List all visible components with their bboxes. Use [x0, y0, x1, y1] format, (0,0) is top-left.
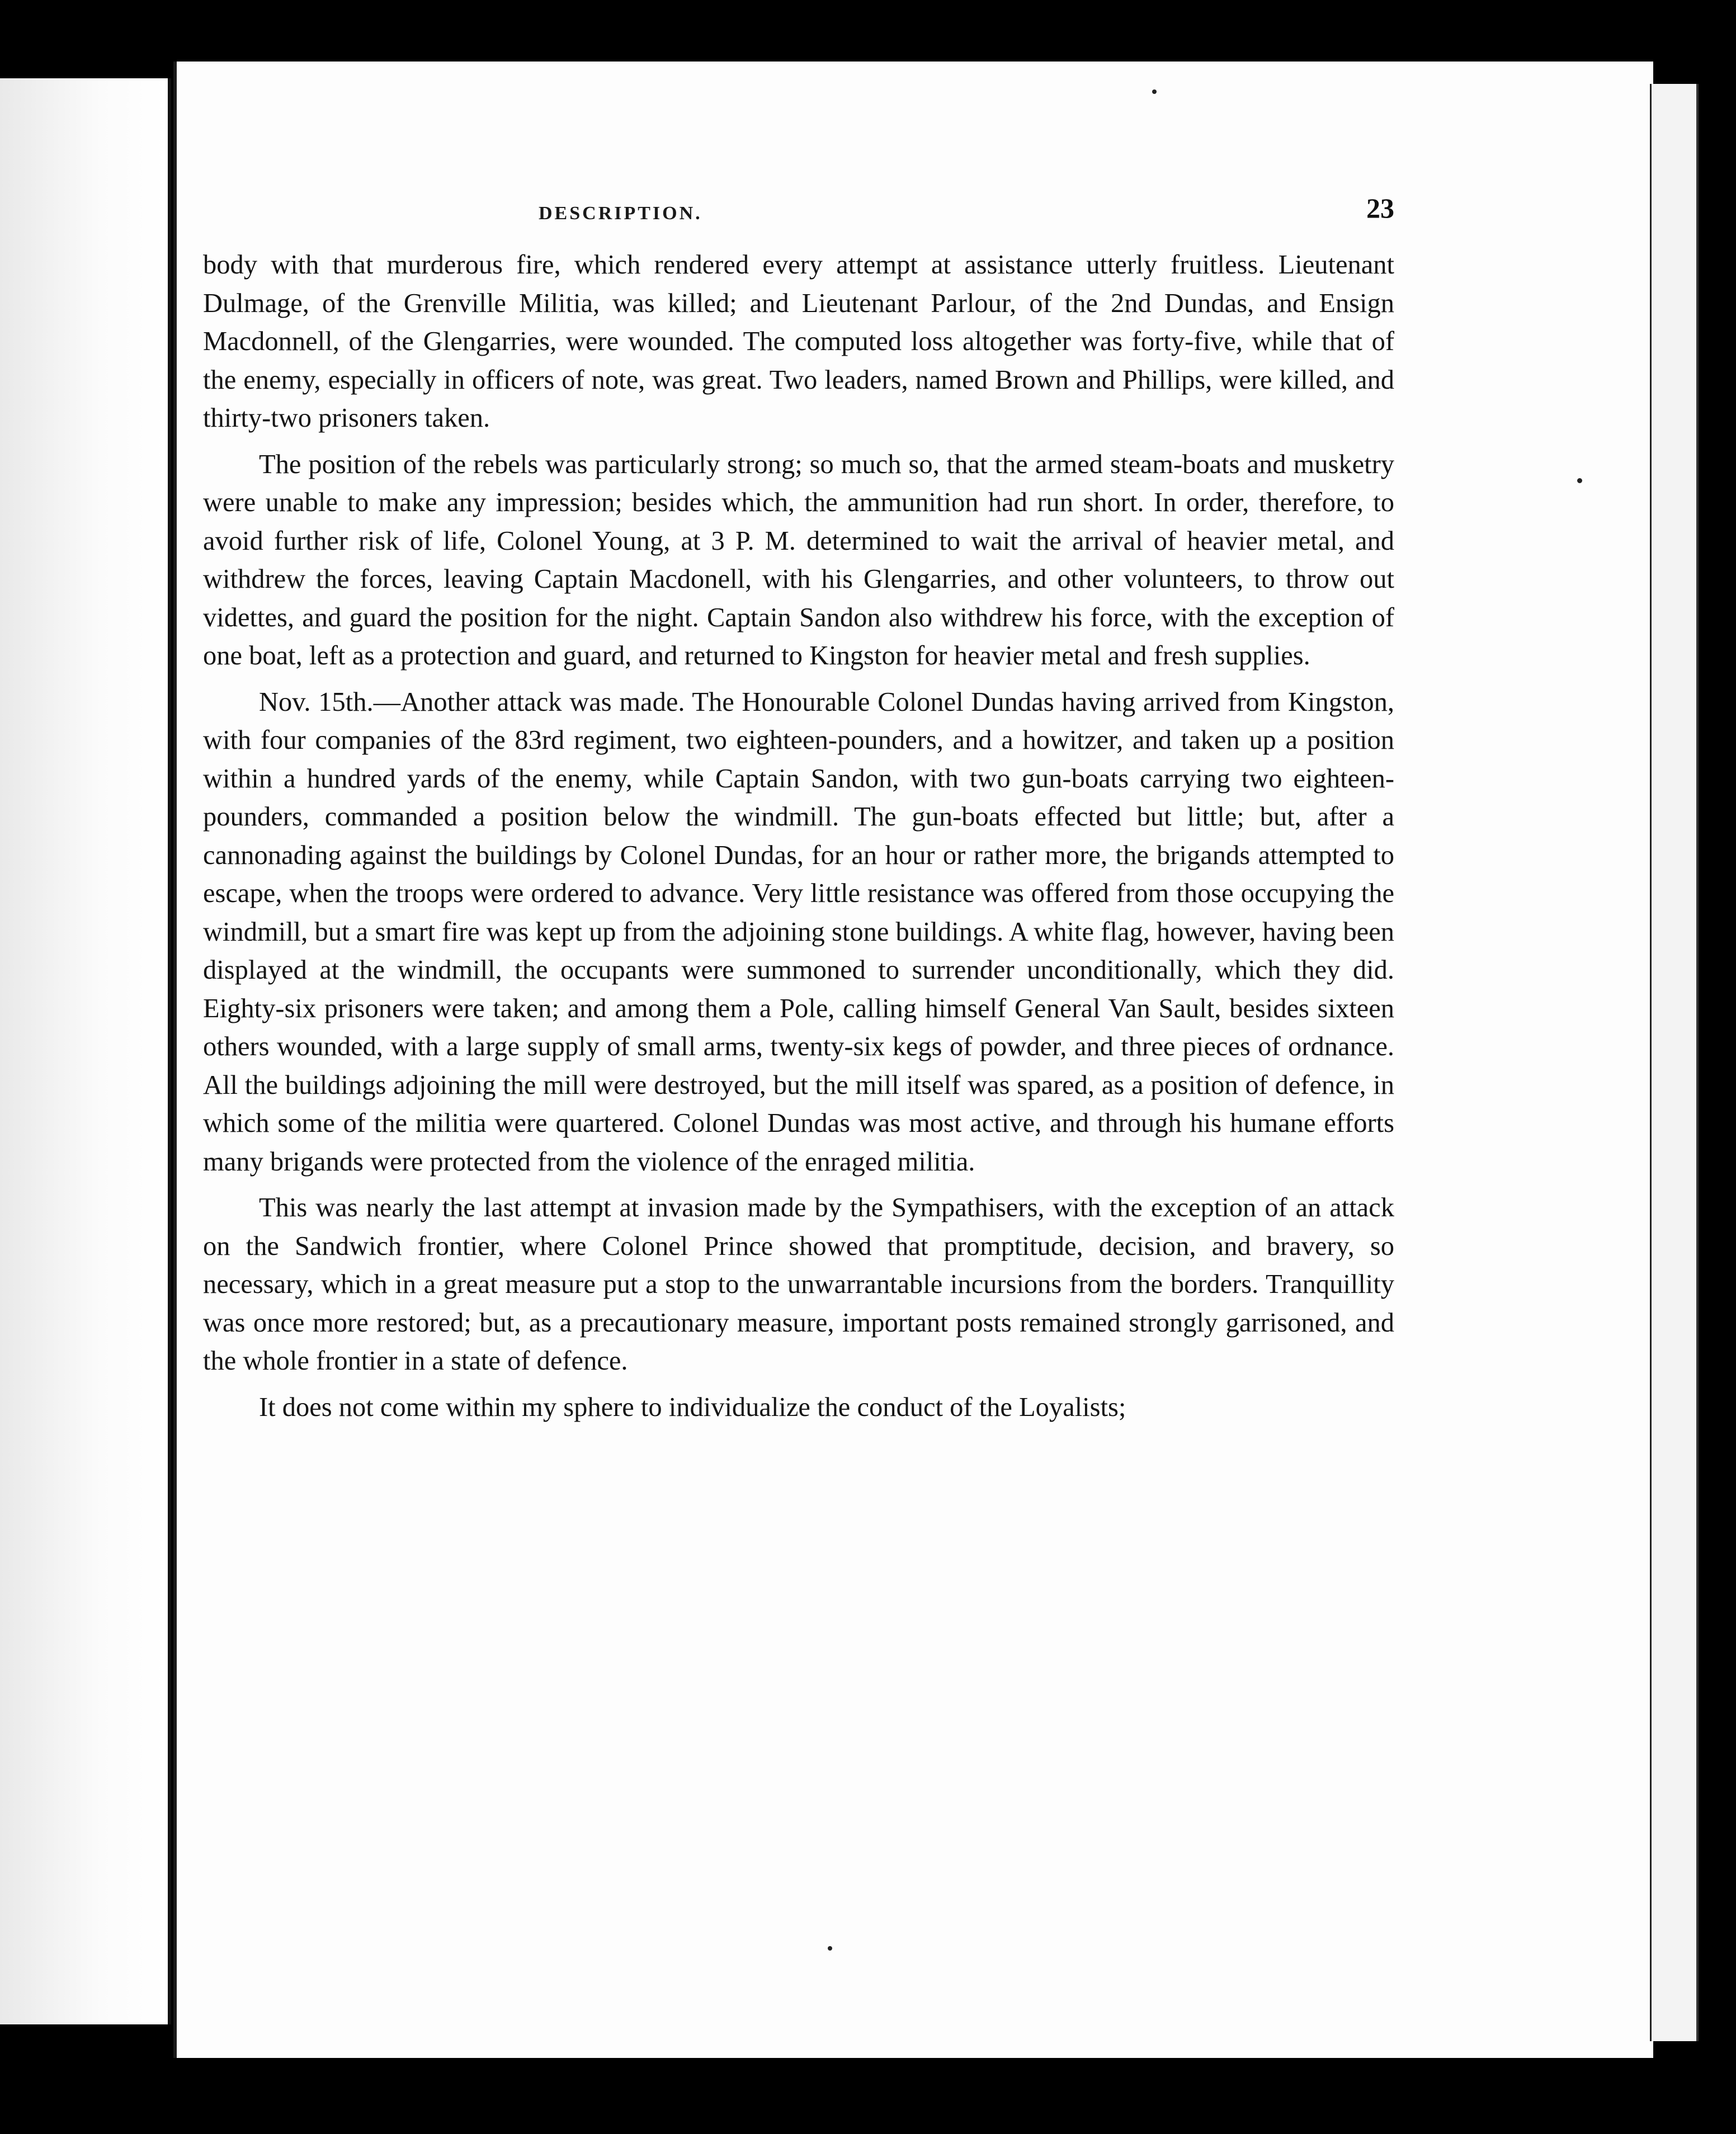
paragraph: Nov. 15th.—Another attack was made. The Honourable Colonel Dundas having arrived from Kingston, with four companies of the 83rd regiment, two eighteen-pounders, and a howitzer, and taken up a position within a hundred yards of the enemy, while Captain Sandon, with two gun-boats carrying two eighteen-pounders, commanded a position below the windmill. The gun-boats effected but little; but, after a cannonading against the buildings by Colonel Dundas, for an hour or rather more, the brigands attempted to escape, when the troops were ordered to advance. Very little resistance was offered from those occupying the windmill, but a smart fire was kept up from the adjoining stone buildings. A white flag, however, having been displayed at the windmill, the occupants were summoned to surrender unconditionally, which they did. Eighty-six prisoners were taken; and among them a Pole, calling himself General Van Sault, besides sixteen others wounded, with a large supply of small arms, twenty-six kegs of powder, and three pieces of ordnance. All the buildings adjoining the mill were destroyed, but the mill itself was spared, as a position of defence, in which some of the militia were quartered. Colonel Dundas was most active, and through his humane efforts many brigands were protected from the violence of the enraged militia. [203, 687, 1394, 1177]
scan-speck [828, 1946, 832, 1951]
body-text [203, 246, 1394, 1427]
scan-speck [1577, 478, 1582, 483]
facing-page-edge [0, 78, 171, 2024]
paragraph: The position of the rebels was particularly strong; so much so, that the armed steam-boats and musketry were unable to make any impression; besides which, the ammunition had run short. In order, therefore, to avoid further risk of life, Colonel Young, at 3 P. M. determined to wait the arrival of heavier metal, and withdrew the forces, leaving Captain Macdonell, with his Glengarries, and other volunteers, to throw out videttes, and guard the position for the night. Captain Sandon also withdrew his force, with the exception of one boat, left as a protection and guard, and returned to Kingston for heavier metal and fresh supplies. [203, 449, 1394, 671]
page-number: 23 [1366, 192, 1394, 224]
paragraph: body with that murderous fire, which rendered every attempt at assistance utterly fruitless. Lieutenant Dulmage, of the Grenville Militia, was killed; and Lieutenant Parlour, of the 2nd Dundas, and Ensign Macdonnell, of the Glengarries, were wounded. The computed loss altogether was forty-five, while that of the enemy, especially in officers of note, was great. Two leaders, named Brown and Phillips, were killed, and thirty-two prisoners taken. [203, 250, 1394, 433]
paragraph: It does not come within my sphere to individualize the conduct of the Loyalists; [259, 1392, 1126, 1422]
page-header [203, 192, 1394, 232]
running-head: DESCRIPTION. [539, 203, 702, 224]
paragraph: This was nearly the last attempt at invasion made by the Sympathisers, with the exception of an attack on the Sandwich frontier, where Colonel Prince showed that promptitude, decision, and bravery, so necessary, which in a great measure put a stop to the unwarrantable incursions from the borders. Tranquillity was once more restored; but, as a precautionary measure, important posts remained strongly garrisoned, and the whole frontier in a state of defence. [203, 1193, 1394, 1376]
scan-speck [1152, 89, 1157, 94]
page-edge-right [1650, 84, 1699, 2041]
